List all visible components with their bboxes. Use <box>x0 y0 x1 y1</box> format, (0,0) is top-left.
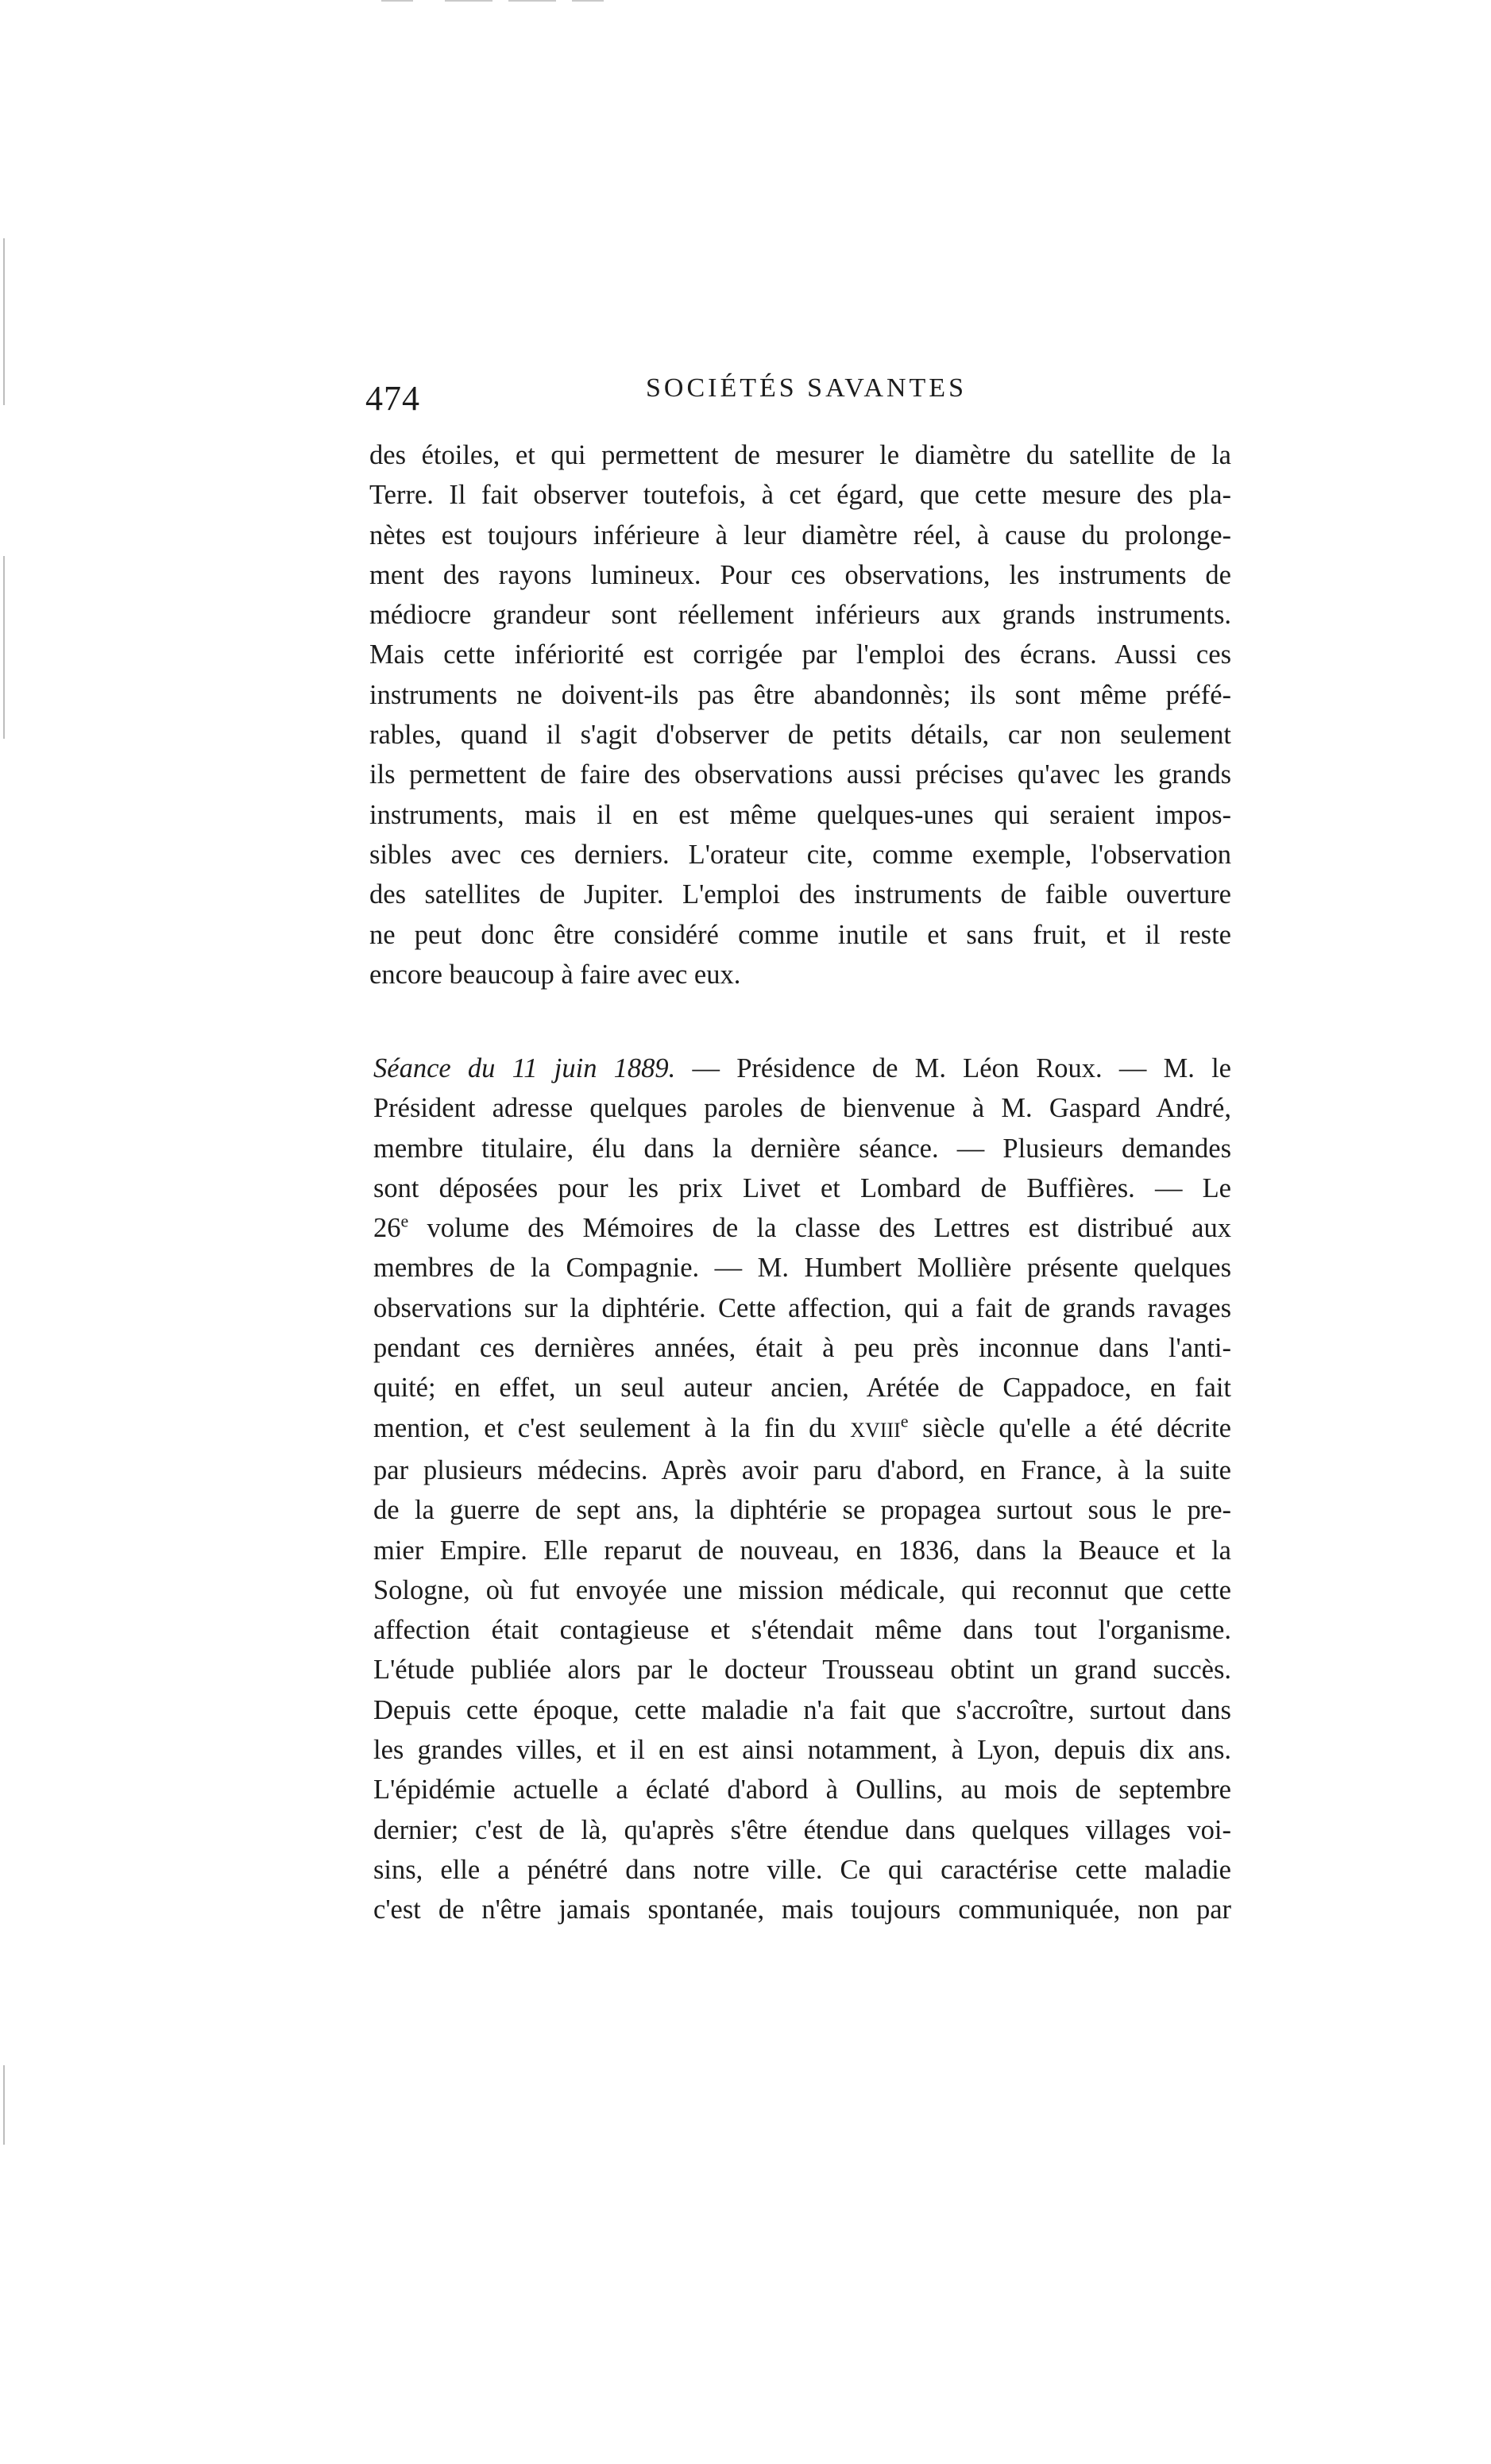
text-line <box>373 1408 1231 1450</box>
scan-top-dash <box>508 0 556 2</box>
text-segment: siècle qu'elle a été décrite <box>908 1412 1231 1443</box>
text-line <box>373 1208 1231 1248</box>
text-line: des satellites de Jupiter. L'emploi des instruments de faible ouverture <box>369 879 1231 910</box>
text-line: Mais cette infériorité est corrigée par l'emploi des écrans. Aussi ces <box>369 639 1231 670</box>
text-line: les grandes villes, et il en est ainsi notamment, à Lyon, depuis dix ans. <box>373 1735 1231 1766</box>
text-line <box>373 1049 1231 1088</box>
scan-edge-mark <box>3 2065 5 2145</box>
scan-edge-mark <box>3 556 5 739</box>
text-line: c'est de n'être jamais spontanée, mais toujours communiquée, non par <box>373 1894 1231 1925</box>
text-line: nètes est toujours inférieure à leur diamètre réel, à cause du prolonge- <box>369 519 1231 550</box>
text-line: des étoiles, et qui permettent de mesurer le diamètre du satellite de la <box>369 440 1231 470</box>
text-segment: 26 <box>373 1213 401 1244</box>
scan-top-dash <box>381 0 413 2</box>
text-line: Depuis cette époque, cette maladie n'a fait que s'accroître, surtout dans <box>373 1694 1231 1725</box>
text-line: ils permettent de faire des observations aussi précises qu'avec les grands <box>369 759 1231 790</box>
text-line: rables, quand il s'agit d'observer de petits détails, car non seulement <box>369 720 1231 751</box>
text-line: sont déposées pour les prix Livet et Lombard de Buffières. — Le <box>373 1172 1231 1203</box>
text-line: sibles avec ces derniers. L'orateur cite, comme exemple, l'observation <box>369 839 1231 870</box>
session-paragraph <box>373 1049 1231 1930</box>
superscript: e <box>400 1211 409 1231</box>
text-line: mier Empire. Elle reparut de nouveau, en 1836, dans la Beauce et la <box>373 1535 1231 1566</box>
running-title: SOCIÉTÉS SAVANTES <box>646 373 967 403</box>
scan-edge-mark <box>3 238 5 405</box>
text-segment: volume des Mémoires de la classe des Lettres est distribué aux <box>408 1213 1231 1244</box>
superscript: e <box>900 1411 909 1431</box>
text-line: affection était contagieuse et s'étendait même dans tout l'organisme. <box>373 1615 1231 1646</box>
text-line: instruments ne doivent-ils pas être abandonnès; ils sont même préfé- <box>369 679 1231 710</box>
roman-numeral: XVIII <box>850 1418 901 1442</box>
text-line: encore beaucoup à faire avec eux. <box>369 959 741 990</box>
text-line: dernier; c'est de là, qu'après s'être étendue dans quelques villages voi- <box>373 1814 1231 1845</box>
text-line: observations sur la diphtérie. Cette affection, qui a fait de grands ravages <box>373 1292 1231 1323</box>
scan-top-dash <box>572 0 604 2</box>
paragraph-continuation <box>369 435 1231 994</box>
text-line: Terre. Il fait observer toutefois, à cet égard, que cette mesure des pla- <box>369 480 1231 511</box>
text-line: L'épidémie actuelle a éclaté d'abord à Oullins, au mois de septembre <box>373 1775 1231 1806</box>
text-line: pendant ces dernières années, était à peu près inconnue dans l'anti- <box>373 1333 1231 1364</box>
text-segment: mention, et c'est seulement à la fin du <box>373 1412 851 1443</box>
page-header <box>365 373 1247 429</box>
text-line: ne peut donc être considéré comme inutile et sans fruit, et il reste <box>369 919 1231 950</box>
session-heading: Séance du 11 juin 1889. <box>373 1053 676 1083</box>
scan-top-dash <box>445 0 492 2</box>
text-line: Sologne, où fut envoyée une mission médicale, qui reconnut que cette <box>373 1574 1231 1605</box>
text-segment: — Présidence de M. Léon Roux. — M. le <box>675 1053 1231 1083</box>
text-line: L'étude publiée alors par le docteur Trousseau obtint un grand succès. <box>373 1655 1231 1686</box>
text-line: membres de la Compagnie. — M. Humbert Mollière présente quelques <box>373 1253 1231 1284</box>
page-number: 474 <box>365 379 420 418</box>
text-line: par plusieurs médecins. Après avoir paru d'abord, en France, à la suite <box>373 1454 1231 1485</box>
text-line: membre titulaire, élu dans la dernière séance. — Plusieurs demandes <box>373 1133 1231 1164</box>
text-line: instruments, mais il en est même quelques-unes qui seraient impos- <box>369 799 1231 830</box>
text-line: de la guerre de sept ans, la diphtérie se propagea surtout sous le pre- <box>373 1495 1231 1526</box>
text-line: médiocre grandeur sont réellement inférieurs aux grands instruments. <box>369 600 1231 631</box>
text-line: quité; en effet, un seul auteur ancien, Arétée de Cappadoce, en fait <box>373 1373 1231 1404</box>
text-line: ment des rayons lumineux. Pour ces observations, les instruments de <box>369 559 1231 590</box>
text-line: sins, elle a pénétré dans notre ville. Ce qui caractérise cette maladie <box>373 1854 1231 1885</box>
text-line: Président adresse quelques paroles de bienvenue à M. Gaspard André, <box>373 1093 1231 1124</box>
